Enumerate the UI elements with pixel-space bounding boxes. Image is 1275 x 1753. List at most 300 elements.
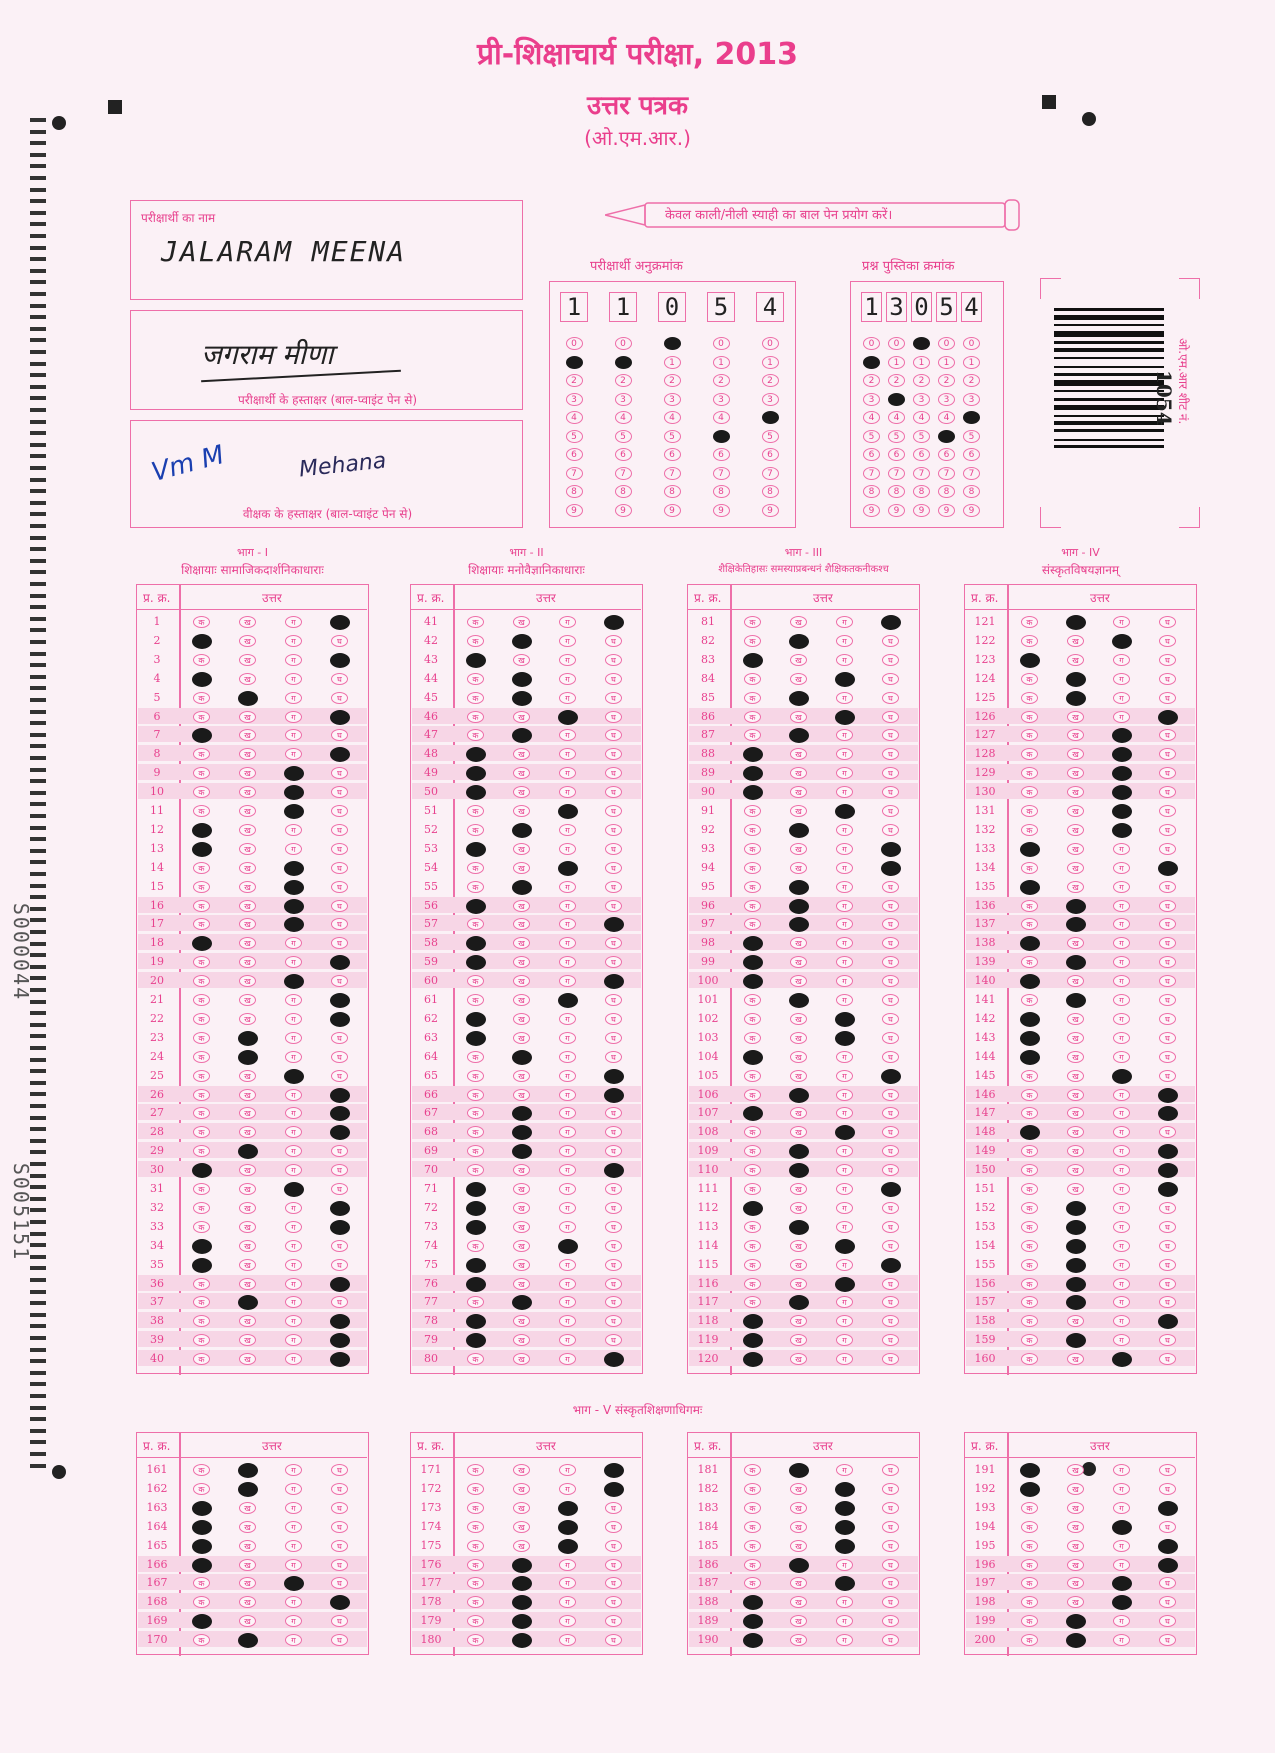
answer-bubble[interactable]: ख: [513, 1070, 530, 1082]
answer-bubble[interactable]: [789, 634, 809, 649]
answer-bubble[interactable]: ग: [285, 729, 302, 741]
answer-bubble[interactable]: ख: [1067, 1089, 1084, 1101]
answer-bubble[interactable]: घ: [605, 805, 622, 817]
answer-bubble[interactable]: क: [467, 616, 484, 628]
answer-bubble[interactable]: ख: [790, 805, 807, 817]
answer-bubble[interactable]: ख: [1067, 843, 1084, 855]
roll-digit-bubble[interactable]: 9: [762, 504, 779, 517]
answer-bubble[interactable]: क: [193, 748, 210, 760]
answer-bubble[interactable]: क: [193, 1464, 210, 1476]
answer-bubble[interactable]: क: [467, 881, 484, 893]
answer-bubble[interactable]: क: [193, 1107, 210, 1119]
roll-digit-bubble[interactable]: 6: [615, 448, 632, 461]
answer-bubble[interactable]: घ: [605, 786, 622, 798]
answer-bubble[interactable]: ग: [1113, 937, 1130, 949]
roll-digit-bubble[interactable]: 8: [615, 485, 632, 498]
roll-digit-bubble[interactable]: 3: [664, 393, 681, 406]
answer-bubble[interactable]: [284, 899, 304, 914]
answer-bubble[interactable]: ख: [239, 1559, 256, 1571]
answer-bubble[interactable]: घ: [605, 1013, 622, 1025]
answer-bubble[interactable]: ख: [239, 862, 256, 874]
answer-bubble[interactable]: क: [744, 824, 761, 836]
answer-bubble[interactable]: ग: [1113, 1540, 1130, 1552]
answer-bubble[interactable]: [881, 842, 901, 857]
answer-bubble[interactable]: ग: [1113, 1240, 1130, 1252]
answer-bubble[interactable]: घ: [605, 1278, 622, 1290]
answer-bubble[interactable]: घ: [1159, 1464, 1176, 1476]
answer-bubble[interactable]: क: [1021, 805, 1038, 817]
answer-bubble[interactable]: [1158, 1501, 1178, 1516]
booklet-digit-bubble[interactable]: 9: [863, 504, 880, 517]
answer-bubble[interactable]: ख: [1067, 654, 1084, 666]
answer-bubble[interactable]: ख: [239, 1259, 256, 1271]
answer-bubble[interactable]: क: [193, 805, 210, 817]
answer-bubble[interactable]: ख: [239, 1221, 256, 1233]
answer-bubble[interactable]: घ: [882, 1032, 899, 1044]
answer-bubble[interactable]: क: [1021, 729, 1038, 741]
answer-bubble[interactable]: ग: [285, 1540, 302, 1552]
answer-bubble[interactable]: क: [467, 1051, 484, 1063]
answer-bubble[interactable]: घ: [331, 1483, 348, 1495]
answer-bubble[interactable]: ख: [790, 1502, 807, 1514]
answer-bubble[interactable]: ख: [790, 748, 807, 760]
answer-bubble[interactable]: ग: [1113, 1164, 1130, 1176]
booklet-digit-bubble[interactable]: 6: [938, 448, 955, 461]
answer-bubble[interactable]: ग: [836, 975, 853, 987]
answer-bubble[interactable]: घ: [605, 1126, 622, 1138]
booklet-digit-bubble[interactable]: [863, 356, 880, 369]
answer-bubble[interactable]: ग: [285, 1089, 302, 1101]
answer-bubble[interactable]: ख: [1067, 1521, 1084, 1533]
answer-bubble[interactable]: ग: [1113, 1315, 1130, 1327]
answer-bubble[interactable]: [558, 1520, 578, 1535]
answer-bubble[interactable]: क: [1021, 1540, 1038, 1552]
answer-bubble[interactable]: ग: [836, 824, 853, 836]
answer-bubble[interactable]: ग: [559, 1464, 576, 1476]
answer-bubble[interactable]: ग: [1113, 1221, 1130, 1233]
answer-bubble[interactable]: घ: [331, 1070, 348, 1082]
roll-digit-bubble[interactable]: 7: [713, 467, 730, 480]
answer-bubble[interactable]: ग: [1113, 1259, 1130, 1271]
answer-bubble[interactable]: ख: [239, 1521, 256, 1533]
answer-bubble[interactable]: घ: [882, 1540, 899, 1552]
answer-bubble[interactable]: [238, 1633, 258, 1648]
booklet-digit-bubble[interactable]: 2: [938, 374, 955, 387]
answer-bubble[interactable]: ग: [559, 786, 576, 798]
roll-digit-bubble[interactable]: 5: [664, 430, 681, 443]
answer-bubble[interactable]: ख: [1067, 1596, 1084, 1608]
answer-bubble[interactable]: क: [1021, 1559, 1038, 1571]
answer-bubble[interactable]: ग: [559, 1353, 576, 1365]
answer-bubble[interactable]: क: [744, 1577, 761, 1589]
answer-bubble[interactable]: घ: [331, 1502, 348, 1514]
booklet-digit-bubble[interactable]: 8: [938, 485, 955, 498]
answer-bubble[interactable]: ख: [239, 1164, 256, 1176]
answer-bubble[interactable]: ग: [559, 1126, 576, 1138]
answer-bubble[interactable]: क: [467, 1296, 484, 1308]
answer-bubble[interactable]: घ: [331, 1634, 348, 1646]
answer-bubble[interactable]: ख: [1067, 748, 1084, 760]
answer-bubble[interactable]: घ: [882, 1634, 899, 1646]
booklet-digit-bubble[interactable]: 0: [863, 337, 880, 350]
roll-digit-bubble[interactable]: 4: [664, 411, 681, 424]
answer-bubble[interactable]: घ: [605, 673, 622, 685]
roll-digit-bubble[interactable]: 1: [713, 356, 730, 369]
answer-bubble[interactable]: क: [744, 1502, 761, 1514]
answer-bubble[interactable]: ख: [239, 1089, 256, 1101]
answer-bubble[interactable]: क: [744, 1145, 761, 1157]
answer-bubble[interactable]: क: [1021, 1521, 1038, 1533]
answer-bubble[interactable]: घ: [1159, 918, 1176, 930]
answer-bubble[interactable]: [466, 842, 486, 857]
answer-bubble[interactable]: घ: [331, 881, 348, 893]
answer-bubble[interactable]: घ: [1159, 1126, 1176, 1138]
answer-bubble[interactable]: ग: [285, 711, 302, 723]
answer-bubble[interactable]: ख: [1067, 635, 1084, 647]
answer-bubble[interactable]: क: [193, 1296, 210, 1308]
answer-bubble[interactable]: ग: [1113, 862, 1130, 874]
answer-bubble[interactable]: ग: [285, 1596, 302, 1608]
answer-bubble[interactable]: ख: [1067, 1032, 1084, 1044]
answer-bubble[interactable]: [284, 880, 304, 895]
answer-bubble[interactable]: घ: [1159, 692, 1176, 704]
answer-bubble[interactable]: [284, 861, 304, 876]
answer-bubble[interactable]: [604, 1163, 624, 1178]
answer-bubble[interactable]: [1066, 615, 1086, 630]
answer-bubble[interactable]: ग: [836, 994, 853, 1006]
answer-bubble[interactable]: [192, 1558, 212, 1573]
answer-bubble[interactable]: घ: [605, 1577, 622, 1589]
roll-digit-bubble[interactable]: 4: [615, 411, 632, 424]
answer-bubble[interactable]: [466, 1220, 486, 1235]
answer-bubble[interactable]: ख: [790, 1051, 807, 1063]
answer-bubble[interactable]: ख: [790, 975, 807, 987]
answer-bubble[interactable]: ख: [239, 673, 256, 685]
answer-bubble[interactable]: क: [467, 1615, 484, 1627]
answer-bubble[interactable]: ख: [1067, 1315, 1084, 1327]
roll-digit-bubble[interactable]: 2: [615, 374, 632, 387]
answer-bubble[interactable]: [512, 634, 532, 649]
answer-bubble[interactable]: ख: [1067, 1107, 1084, 1119]
answer-bubble[interactable]: ख: [790, 1240, 807, 1252]
answer-bubble[interactable]: [330, 1352, 350, 1367]
answer-bubble[interactable]: घ: [331, 1521, 348, 1533]
answer-bubble[interactable]: [743, 1201, 763, 1216]
answer-bubble[interactable]: ग: [559, 918, 576, 930]
answer-bubble[interactable]: [604, 1088, 624, 1103]
answer-bubble[interactable]: ग: [559, 1164, 576, 1176]
answer-bubble[interactable]: [192, 1239, 212, 1254]
answer-bubble[interactable]: ग: [836, 1202, 853, 1214]
answer-bubble[interactable]: क: [193, 767, 210, 779]
answer-bubble[interactable]: ग: [559, 1615, 576, 1627]
answer-bubble[interactable]: ग: [1113, 1634, 1130, 1646]
roll-digit-bubble[interactable]: 0: [713, 337, 730, 350]
answer-bubble[interactable]: [789, 823, 809, 838]
booklet-digit-bubble[interactable]: 6: [913, 448, 930, 461]
answer-bubble[interactable]: ग: [559, 673, 576, 685]
answer-bubble[interactable]: ख: [239, 1278, 256, 1290]
booklet-digit-bubble[interactable]: 7: [888, 467, 905, 480]
answer-bubble[interactable]: क: [467, 1521, 484, 1533]
answer-bubble[interactable]: घ: [605, 1183, 622, 1195]
roll-digit-bubble[interactable]: 0: [615, 337, 632, 350]
answer-bubble[interactable]: [512, 1558, 532, 1573]
answer-bubble[interactable]: घ: [882, 1334, 899, 1346]
answer-bubble[interactable]: घ: [882, 1296, 899, 1308]
answer-bubble[interactable]: [789, 1220, 809, 1235]
answer-bubble[interactable]: घ: [605, 1334, 622, 1346]
answer-bubble[interactable]: ख: [513, 1278, 530, 1290]
answer-bubble[interactable]: [743, 1050, 763, 1065]
roll-digit-bubble[interactable]: 3: [615, 393, 632, 406]
answer-bubble[interactable]: घ: [882, 1596, 899, 1608]
answer-bubble[interactable]: घ: [605, 1540, 622, 1552]
answer-bubble[interactable]: ख: [239, 937, 256, 949]
answer-bubble[interactable]: [835, 1539, 855, 1554]
answer-bubble[interactable]: क: [1021, 616, 1038, 628]
answer-bubble[interactable]: क: [744, 1559, 761, 1571]
answer-bubble[interactable]: ख: [790, 1596, 807, 1608]
answer-bubble[interactable]: ख: [1067, 1353, 1084, 1365]
booklet-digit-bubble[interactable]: 6: [963, 448, 980, 461]
answer-bubble[interactable]: घ: [1159, 937, 1176, 949]
answer-bubble[interactable]: ग: [559, 1202, 576, 1214]
answer-bubble[interactable]: ग: [836, 767, 853, 779]
answer-bubble[interactable]: [1066, 1239, 1086, 1254]
answer-bubble[interactable]: क: [744, 1464, 761, 1476]
answer-bubble[interactable]: घ: [882, 937, 899, 949]
booklet-digit-bubble[interactable]: [938, 430, 955, 443]
answer-bubble[interactable]: ख: [513, 654, 530, 666]
booklet-digit-bubble[interactable]: 5: [888, 430, 905, 443]
answer-bubble[interactable]: क: [467, 1353, 484, 1365]
answer-bubble[interactable]: क: [467, 1464, 484, 1476]
answer-bubble[interactable]: क: [1021, 1278, 1038, 1290]
answer-bubble[interactable]: ख: [513, 1032, 530, 1044]
answer-bubble[interactable]: [330, 1012, 350, 1027]
answer-bubble[interactable]: घ: [882, 1013, 899, 1025]
answer-bubble[interactable]: क: [193, 1070, 210, 1082]
answer-bubble[interactable]: ग: [836, 843, 853, 855]
answer-bubble[interactable]: घ: [605, 956, 622, 968]
answer-bubble[interactable]: ग: [285, 1521, 302, 1533]
answer-bubble[interactable]: ख: [790, 1259, 807, 1271]
answer-bubble[interactable]: ख: [239, 1013, 256, 1025]
answer-bubble[interactable]: घ: [605, 1032, 622, 1044]
answer-bubble[interactable]: घ: [882, 1145, 899, 1157]
roll-digit-bubble[interactable]: 2: [566, 374, 583, 387]
answer-bubble[interactable]: क: [1021, 1089, 1038, 1101]
answer-bubble[interactable]: ग: [1113, 900, 1130, 912]
answer-bubble[interactable]: क: [193, 1089, 210, 1101]
answer-bubble[interactable]: क: [744, 1483, 761, 1495]
answer-bubble[interactable]: ग: [559, 1483, 576, 1495]
answer-bubble[interactable]: ग: [559, 1334, 576, 1346]
answer-bubble[interactable]: ख: [239, 956, 256, 968]
answer-bubble[interactable]: घ: [605, 862, 622, 874]
answer-bubble[interactable]: घ: [1159, 1259, 1176, 1271]
roll-digit-bubble[interactable]: 3: [566, 393, 583, 406]
booklet-digit-bubble[interactable]: 9: [938, 504, 955, 517]
answer-bubble[interactable]: घ: [1159, 805, 1176, 817]
answer-bubble[interactable]: [604, 1352, 624, 1367]
answer-bubble[interactable]: ख: [790, 1107, 807, 1119]
answer-bubble[interactable]: घ: [1159, 881, 1176, 893]
answer-bubble[interactable]: घ: [882, 956, 899, 968]
answer-bubble[interactable]: ग: [559, 1013, 576, 1025]
answer-bubble[interactable]: घ: [605, 1634, 622, 1646]
roll-digit-bubble[interactable]: 5: [762, 430, 779, 443]
answer-bubble[interactable]: [192, 1520, 212, 1535]
answer-bubble[interactable]: [789, 1163, 809, 1178]
answer-bubble[interactable]: घ: [1159, 748, 1176, 760]
answer-bubble[interactable]: घ: [1159, 1032, 1176, 1044]
answer-bubble[interactable]: ख: [239, 843, 256, 855]
answer-bubble[interactable]: ग: [285, 1051, 302, 1063]
answer-bubble[interactable]: क: [467, 1240, 484, 1252]
answer-bubble[interactable]: ख: [513, 1353, 530, 1365]
answer-bubble[interactable]: [835, 1239, 855, 1254]
answer-bubble[interactable]: घ: [331, 692, 348, 704]
roll-digit-bubble[interactable]: 0: [762, 337, 779, 350]
answer-bubble[interactable]: घ: [882, 1089, 899, 1101]
answer-bubble[interactable]: क: [1021, 1315, 1038, 1327]
answer-bubble[interactable]: ग: [285, 1464, 302, 1476]
answer-bubble[interactable]: ख: [513, 1089, 530, 1101]
answer-bubble[interactable]: ग: [285, 1126, 302, 1138]
booklet-digit-bubble[interactable]: 0: [888, 337, 905, 350]
answer-bubble[interactable]: क: [744, 1183, 761, 1195]
answer-bubble[interactable]: ख: [239, 635, 256, 647]
answer-bubble[interactable]: क: [193, 1278, 210, 1290]
answer-bubble[interactable]: क: [193, 1634, 210, 1646]
answer-bubble[interactable]: ख: [513, 956, 530, 968]
roll-digit-bubble[interactable]: 9: [566, 504, 583, 517]
answer-bubble[interactable]: [558, 1501, 578, 1516]
answer-bubble[interactable]: क: [1021, 786, 1038, 798]
answer-bubble[interactable]: ख: [1067, 1464, 1084, 1476]
answer-bubble[interactable]: ख: [239, 711, 256, 723]
answer-bubble[interactable]: घ: [605, 711, 622, 723]
answer-bubble[interactable]: घ: [605, 1521, 622, 1533]
answer-bubble[interactable]: ग: [285, 1145, 302, 1157]
answer-bubble[interactable]: क: [1021, 900, 1038, 912]
answer-bubble[interactable]: ग: [1113, 1089, 1130, 1101]
answer-bubble[interactable]: घ: [605, 843, 622, 855]
answer-bubble[interactable]: ग: [1113, 673, 1130, 685]
answer-bubble[interactable]: क: [744, 805, 761, 817]
answer-bubble[interactable]: ख: [239, 1315, 256, 1327]
answer-bubble[interactable]: क: [467, 975, 484, 987]
answer-bubble[interactable]: ख: [1067, 1502, 1084, 1514]
answer-bubble[interactable]: घ: [882, 786, 899, 798]
answer-bubble[interactable]: ग: [285, 1296, 302, 1308]
answer-bubble[interactable]: घ: [1159, 1070, 1176, 1082]
answer-bubble[interactable]: [466, 1258, 486, 1273]
answer-bubble[interactable]: क: [467, 1540, 484, 1552]
answer-bubble[interactable]: क: [744, 994, 761, 1006]
answer-bubble[interactable]: ग: [559, 1278, 576, 1290]
answer-bubble[interactable]: [1112, 1520, 1132, 1535]
booklet-digit-bubble[interactable]: 7: [863, 467, 880, 480]
answer-bubble[interactable]: ख: [1067, 1183, 1084, 1195]
answer-bubble[interactable]: ख: [1067, 1126, 1084, 1138]
answer-bubble[interactable]: ग: [285, 1278, 302, 1290]
booklet-digit-bubble[interactable]: 0: [963, 337, 980, 350]
answer-bubble[interactable]: क: [467, 1089, 484, 1101]
answer-bubble[interactable]: ग: [285, 692, 302, 704]
answer-bubble[interactable]: ग: [559, 975, 576, 987]
roll-digit-bubble[interactable]: [713, 430, 730, 443]
answer-bubble[interactable]: क: [467, 692, 484, 704]
answer-bubble[interactable]: घ: [331, 635, 348, 647]
answer-bubble[interactable]: ग: [1113, 1107, 1130, 1119]
answer-bubble[interactable]: क: [1021, 1596, 1038, 1608]
answer-bubble[interactable]: ख: [239, 616, 256, 628]
answer-bubble[interactable]: [238, 1463, 258, 1478]
answer-bubble[interactable]: ख: [513, 862, 530, 874]
answer-bubble[interactable]: घ: [331, 1051, 348, 1063]
booklet-digit-bubble[interactable]: 6: [863, 448, 880, 461]
answer-bubble[interactable]: ख: [790, 937, 807, 949]
booklet-digit-bubble[interactable]: 7: [938, 467, 955, 480]
answer-bubble[interactable]: ख: [790, 1521, 807, 1533]
answer-bubble[interactable]: ख: [239, 1353, 256, 1365]
answer-bubble[interactable]: [789, 1558, 809, 1573]
answer-bubble[interactable]: क: [744, 1240, 761, 1252]
answer-bubble[interactable]: क: [467, 635, 484, 647]
answer-bubble[interactable]: क: [744, 1126, 761, 1138]
answer-bubble[interactable]: क: [1021, 1240, 1038, 1252]
answer-bubble[interactable]: क: [193, 1183, 210, 1195]
answer-bubble[interactable]: ख: [513, 843, 530, 855]
answer-bubble[interactable]: ख: [513, 1221, 530, 1233]
answer-bubble[interactable]: [881, 861, 901, 876]
booklet-digit-bubble[interactable]: [963, 411, 980, 424]
answer-bubble[interactable]: ख: [513, 767, 530, 779]
answer-bubble[interactable]: ग: [559, 1107, 576, 1119]
answer-bubble[interactable]: घ: [1159, 843, 1176, 855]
answer-bubble[interactable]: घ: [605, 767, 622, 779]
answer-bubble[interactable]: [881, 1258, 901, 1273]
answer-bubble[interactable]: [238, 691, 258, 706]
answer-bubble[interactable]: [604, 1069, 624, 1084]
answer-bubble[interactable]: ख: [513, 711, 530, 723]
roll-digit-bubble[interactable]: [762, 411, 779, 424]
answer-bubble[interactable]: क: [193, 956, 210, 968]
answer-bubble[interactable]: ग: [1113, 654, 1130, 666]
answer-bubble[interactable]: क: [1021, 1615, 1038, 1627]
answer-bubble[interactable]: ग: [559, 692, 576, 704]
answer-bubble[interactable]: क: [1021, 635, 1038, 647]
answer-bubble[interactable]: क: [1021, 1259, 1038, 1271]
answer-bubble[interactable]: [1020, 1482, 1040, 1497]
booklet-digit-bubble[interactable]: 6: [888, 448, 905, 461]
roll-digit-bubble[interactable]: 8: [664, 485, 681, 498]
answer-bubble[interactable]: [789, 1088, 809, 1103]
answer-bubble[interactable]: ग: [1113, 1278, 1130, 1290]
answer-bubble[interactable]: ग: [1113, 1296, 1130, 1308]
answer-bubble[interactable]: घ: [1159, 994, 1176, 1006]
answer-bubble[interactable]: क: [1021, 1070, 1038, 1082]
answer-bubble[interactable]: ग: [836, 616, 853, 628]
answer-bubble[interactable]: ग: [559, 937, 576, 949]
answer-bubble[interactable]: क: [467, 1596, 484, 1608]
answer-bubble[interactable]: ग: [285, 673, 302, 685]
answer-bubble[interactable]: [1112, 804, 1132, 819]
answer-bubble[interactable]: [743, 1352, 763, 1367]
